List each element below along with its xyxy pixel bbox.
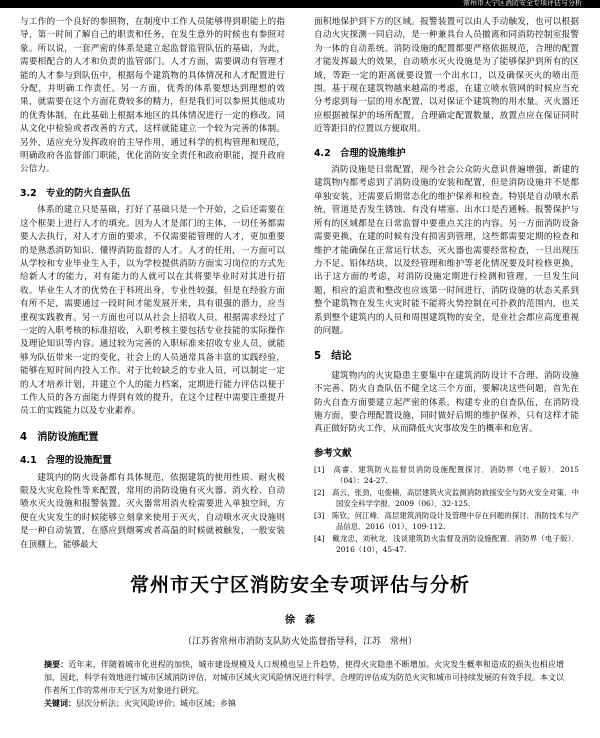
reference-item: [3] 陈钦，何江峰．高层建筑消防设计及管理中存在问题的探讨．消防技术与产品信息．2016（01），109-112. — [314, 511, 579, 532]
section-5-heading: 5 结论 — [314, 351, 352, 363]
section-4-1-paragraph: 建筑内的防火设备都有具体规范，依据建筑的使用性质、耐火极限及火灾危险性等来配置，常用的消防设施有灭火器、消火栓、自动喷水灭火设施和报警装置。灭火器常用消火栓需要进入单独空间，方便在火灾发生的时候能够立刻拿来使用于灭火，自动喷水灭火设施则是一种自动装置，在感应到烟雾或者高温的时候就被触发，一般安装在顶棚上，能够最大 — [20, 472, 285, 550]
conclusion-paragraph: 建筑物内的火灾隐患主要集中在建筑消防设计不合理、消防设施不完善、防火自查队伍不健全这三个方面，要解决这些问题，首先在防火自查方面要建立起严密的体系，构建专业的自查队伍，在消防设施方面，要合理配置设施，同时做好后期的维护保养，只有这样才能真正做好防火工作，从而降低火灾事故发生的概率和危害。 — [314, 370, 579, 435]
intro-paragraph: 与工作的一个良好的参照物，在制度中工作人员能够得到职能上的指导，第一时间了解自己的职责和任务，在发生意外的时候也有参照对象。所以说，一套严密的体系是建立起监督监管队伍的基础，为此，需要相配合的人才和负责的监管部门。人才方面，需要调动有管理才能的人才参与到队伍中，根据每个建筑物的具体情况和人才配置进行分配，并明确工作责任。另一方面，优秀的体系要想达到理想的效果，就需要在这个方面花费较多的精力，但是我们可以参照其他成功的优秀体制，在此基础上根据本地区的具体情况进行一定的修改。同从文化中检验或者改善的方式，这样就能建立一个较为完善的体制。另外，适应充分发挥政府的主导作用，通过科学的机构管理和规范，明确政府各监督部门职能，优化消防安全责任和政府职能，提升政府公信力。 — [20, 17, 285, 175]
article-title: 常州市天宁区消防安全专项评估与分析 — [129, 574, 470, 596]
abstract-label: 摘要： — [44, 660, 69, 669]
left-column — [20, 16, 285, 552]
reference-item: [4] 戴龙忠，刘秋龙．浅谈建筑防火监督及消防设施配置．消防界（电子版）．2016（10），45-47. — [314, 534, 579, 555]
reference-item: [2] 高云，张劲，屯俊楠．高层建筑火灾监测消防救援安全与防火安全对策．中国安全科学学报．2009（06）．32-125. — [314, 488, 579, 509]
references-heading: 参考文献 — [314, 447, 352, 459]
section-3-2-paragraph: 体系的建立只是基础，打好了基础只是一个开始，之后还需要在这个框架上进行人才的填充。因为人才是部门的主体，一切任务都需要人去执行，对人才方面的要求，不仅需要能管理的人才，更加重要的是熟悉消防知识、懂得消防监督的人才。人才的任用，一方面可以从学校和专业毕业生入手，以为学校提供消防方面实习岗位的方式先给新人才的能力，对有能力的人就可以在其将要毕业时对其进行招收。毕业生人才的优势在于科班出身，专业性较强，但是在经验方面有所不足，需要通过一段时间才能发展开来，具有很强的潜力，应当重视实践教育。另一方面也可以从社会上招收人员，根据需求经过了一定的入职考核的标准招收，入职考核主要包括专业技能的实际操作及理论知识等内容。通过较为完善的入职标准来招收专业人员，就能够为队伍带来一定的变化，社会上的人员通常具备丰富的实践经验，能够在短时间内投入工作。对于比较缺乏的专业人员，可以制定一定的人才培养计划，并建立个人的能力档案，定期进行能力评估以便于工作人员的各方面能力得到有效的提升，在这个过程中需要注重提升员工的实践能力以及专业素养。 — [20, 205, 285, 417]
article-author: 徐 森 — [285, 615, 315, 626]
abstract — [44, 658, 564, 697]
running-header-bar — [0, 0, 600, 8]
section-4-2-paragraph: 消防设施是日常配置，现今社会公众防火意识普遍增强，新建的建筑物内都考虑到了消防设施的安装和配置，但是消防设施并不是都单独安装，还需要后期常态化的维护保养和检查。特别是自动喷水系统，管道是否发生锈蚀、有没有堵塞、出水口是否通畅、报警保护与所有的区域都是在日常监督中要重点关注的内容。另一方面消防设备需要更换，在建的时候有没有损害到管理，这些都需要定期的检查和维护才能确保在正常运行状态，灭火器也需要经常检查，一旦出现压力不足、铅体结块，以及经管理和维护等老化情况要及时检修更换，出于这方面的考虑，对消防设施定期进行检测和管理，一旦发生问题，相应的追责和整改也应该第一时间进行，消防设施的状态关系到整个建筑物在发生火灾时能不能将火势控制在可扑救的范围内，也关系到整个建筑内的人员和周围建筑物的安全，是业社会都应高度重视的问题。 — [314, 165, 579, 336]
article-affiliation: （江苏省常州市消防支队防火处监督指导科，江苏 常州） — [182, 637, 417, 647]
right-column — [314, 16, 579, 556]
article-header — [0, 570, 600, 647]
section-4-heading: 4 消防设施配置 — [20, 431, 99, 443]
references-list — [314, 464, 579, 555]
section-4-1-heading: 4.1 合理的设施配置 — [20, 455, 112, 467]
section-3-2-heading: 3.2 专业的防火自查队伍 — [20, 187, 131, 199]
section-4-2-heading: 4.2 合理的设施维护 — [314, 147, 406, 159]
reference-item: [1] 高睿．建筑防火监督员消防设施配置探讨．消防界（电子版）．2015（04）：24-27. — [314, 465, 579, 486]
running-title: 常州市天宁区消防安全专项评估与分析 — [463, 0, 582, 7]
abstract-text: 近年来，伴随着城市化进程的加快，城市建设规模及人口规模也呈上升趋势，使得火灾隐患不断增加。火灾发生概率和造成的损失也相应增加，因此，科学有效地进行城市区域消防评估，对城市区域火灾风险情况进行科学、合理的评估成为防范火灾和城市可持续发展的有效手段。本文以作者所工作的常州市天宁区为对象进行研究。 — [44, 660, 565, 695]
keywords — [44, 697, 564, 710]
keywords-label: 关键词： — [44, 699, 76, 708]
abstract-block — [44, 658, 564, 710]
continued-paragraph: 面积地保护到下方的区域。报警装置可以由人手动触发，也可以根据自动火灾探测一同启动，是一种兼具台人员撤离和同消防控制室报警为一体的自动系统。消防设施的配置都要严格依据规范，合理的配置才能发挥最大的效果，自动喷水灭火设施是为了能够保护到所有的区域，等距一定的距离就要设置一个出水口，以及确保灭火的喷出范围。基于现在建筑物越来越高的考虑，在建立喷水管网的时候应当充分考虑到每一层的用水配置，以对保证个建筑物的用水量。灭火器还应根据被保护的场所配置，合理确定配置数量，放置点应在保证同时近等距目的位置以方便取用。 — [314, 17, 579, 135]
keywords-text: 层次分析法；火灾风险评价；城市区域；乡镇 — [76, 699, 236, 708]
